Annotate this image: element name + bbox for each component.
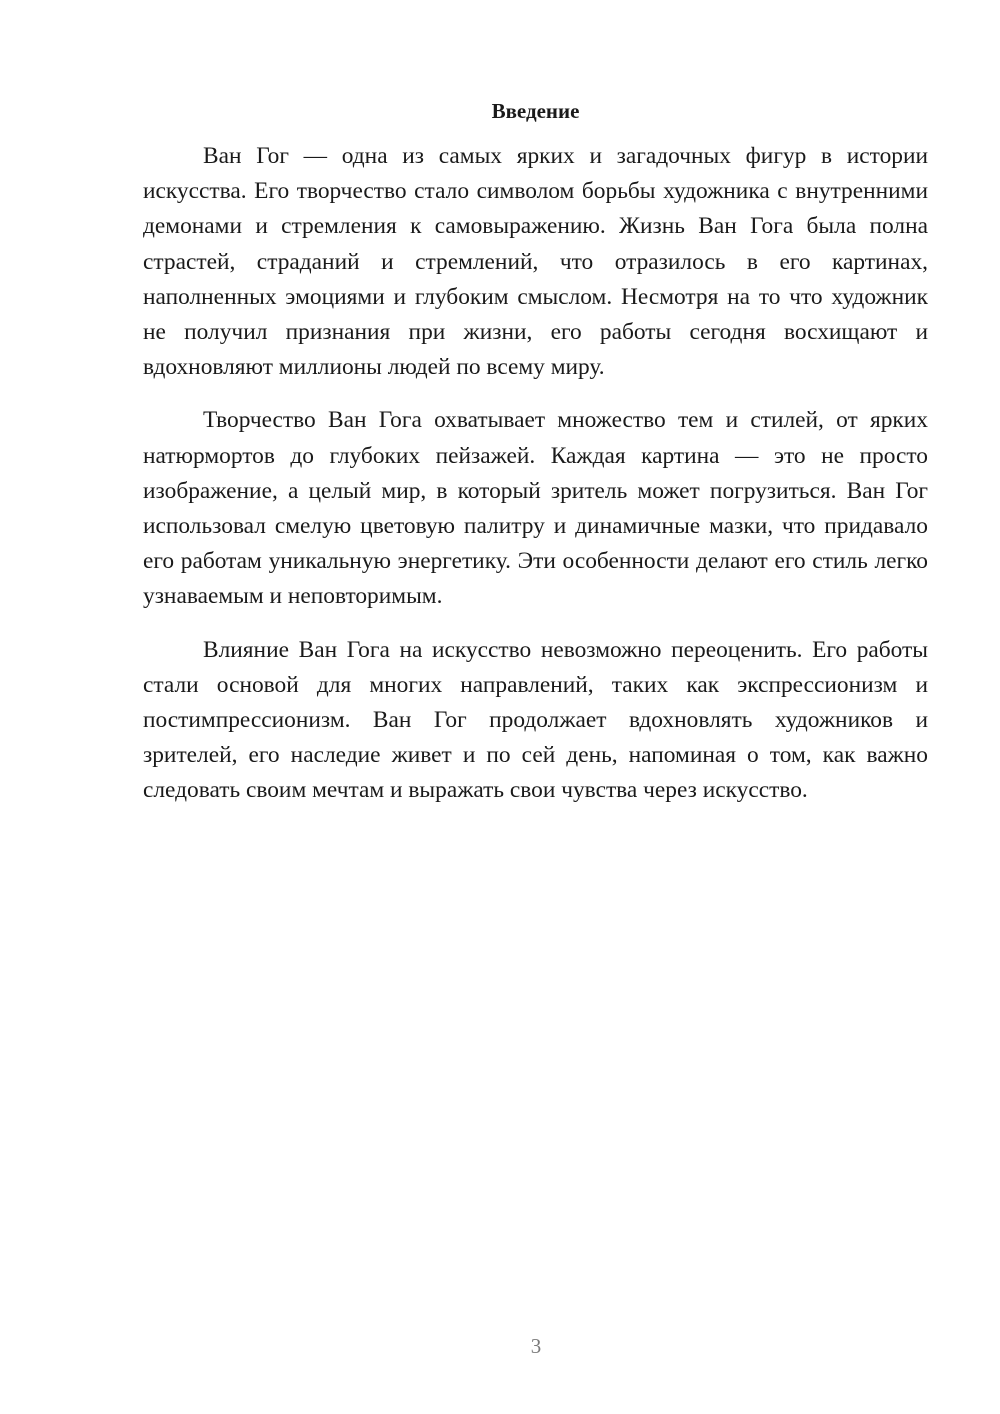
paragraph-1: Ван Гог — одна из самых ярких и загадочных фигур в истории искусства. Его творчество стало символом борьбы художника с внутренними демонами и стремления к самовыражению. Жизнь Ван Гога была полна страстей, страданий и стремлений, что отразилось в его картинах, наполненных эмоциями и глубоким смыслом. Несмотря на то что художник не получил признания при жизни, его работы сегодня восхищают и вдохновляют миллионы людей по всему миру. [143,143,928,381]
section-title: Введение [491,99,580,123]
paragraph-2: Творчество Ван Гога охватывает множество тем и стилей, от ярких натюрмортов до глубоких пейзажей. Каждая картина — это не просто изображение, а целый мир, в который зритель может погрузиться. Ван Гог использовал смелую цветовую палитру и динамичные мазки, что придавало его работам уникальную энергетику. Эти особенности делают его стиль легко узнаваемым и неповторимым. [143,407,928,610]
paragraph-3: Влияние Ван Гога на искусство невозможно переоценить. Его работы стали основой для многих направлений, таких как экспрессионизм и постимпрессионизм. Ван Гог продолжает вдохновлять художников и зрителей, его наследие живет и по сей день, напоминая о том, как важно следовать своим мечтам и выражать свои чувства через искусство. [143,636,928,804]
page-number: 3 [530,1334,542,1358]
document-body [143,96,928,827]
